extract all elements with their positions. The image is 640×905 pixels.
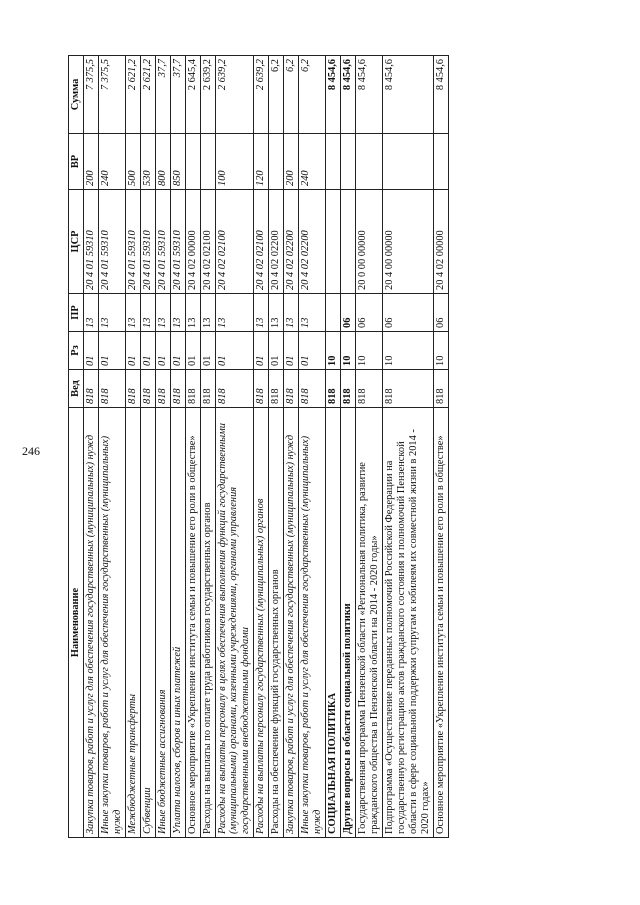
table-row <box>382 56 433 838</box>
cell-rz: 01 <box>215 332 254 370</box>
header-name: Наименование <box>69 408 84 838</box>
cell-name: Другие вопросы в области социальной политики <box>341 408 356 838</box>
cell-name: Основное мероприятие «Укрепление института семьи и повышение его роли в обществе» <box>433 408 448 838</box>
cell-name: Расходы на выплаты персоналу в целях обеспечения выполнения функций государственными (муниципальными) органами, казенными учреждениями, органами управления государственными внебюджетными фондами <box>215 408 254 838</box>
cell-pr: 13 <box>215 294 254 332</box>
cell-vr: 120 <box>254 134 269 190</box>
cell-csr: 20 4 02 02100 <box>215 190 254 294</box>
cell-vr <box>382 134 433 190</box>
table-header-row <box>69 56 84 838</box>
cell-csr: 20 4 01 59310 <box>170 190 185 294</box>
cell-ved: 818 <box>98 370 125 408</box>
table-row <box>341 56 356 838</box>
header-pr: ПР <box>69 294 84 332</box>
cell-ved: 818 <box>341 370 356 408</box>
cell-name: Государственная программа Пензенской области «Региональная политика, развитие гражданского общества в Пензенской области на 2014 - 2020 годы» <box>356 408 383 838</box>
cell-ved: 818 <box>269 370 284 408</box>
table-row <box>269 56 284 838</box>
cell-name: Расходы на выплаты персоналу государственных (муниципальных) органов <box>254 408 269 838</box>
cell-rz: 01 <box>170 332 185 370</box>
cell-sum: 2 621,2 <box>140 56 155 134</box>
header-sum: Сумма <box>69 56 84 134</box>
cell-name: Иные закупки товаров, работ и услуг для обеспечения государственных (муниципальных) нужд <box>299 408 326 838</box>
cell-name: Субвенции <box>140 408 155 838</box>
cell-pr: 13 <box>254 294 269 332</box>
cell-ved: 818 <box>125 370 140 408</box>
cell-vr <box>200 134 215 190</box>
cell-pr: 13 <box>98 294 125 332</box>
cell-vr: 530 <box>140 134 155 190</box>
header-csr: ЦСР <box>69 190 84 294</box>
cell-csr <box>341 190 356 294</box>
cell-sum: 6,2 <box>269 56 284 134</box>
table-row <box>356 56 383 838</box>
cell-sum: 7 375,5 <box>83 56 98 134</box>
cell-rz: 01 <box>269 332 284 370</box>
cell-ved: 818 <box>254 370 269 408</box>
cell-sum: 2 639,2 <box>254 56 269 134</box>
table-row <box>125 56 140 838</box>
cell-csr <box>326 190 341 294</box>
cell-csr: 20 4 01 59310 <box>98 190 125 294</box>
cell-name: Основное мероприятие «Укрепление института семьи и повышение его роли в обществе» <box>185 408 200 838</box>
table-row <box>284 56 299 838</box>
table-row <box>155 56 170 838</box>
cell-csr: 20 4 02 02200 <box>284 190 299 294</box>
cell-sum: 8 454,6 <box>326 56 341 134</box>
cell-name: Закупка товаров, работ и услуг для обеспечения государственных (муниципальных) нужд <box>83 408 98 838</box>
cell-sum: 37,7 <box>155 56 170 134</box>
cell-ved: 818 <box>83 370 98 408</box>
budget-table <box>68 55 449 838</box>
cell-pr: 13 <box>125 294 140 332</box>
cell-csr: 20 4 02 02200 <box>269 190 284 294</box>
cell-pr: 13 <box>200 294 215 332</box>
cell-name: СОЦИАЛЬНАЯ ПОЛИТИКА <box>326 408 341 838</box>
cell-pr: 13 <box>155 294 170 332</box>
cell-name: Иные бюджетные ассигнования <box>155 408 170 838</box>
cell-rz: 01 <box>200 332 215 370</box>
cell-vr <box>433 134 448 190</box>
cell-csr: 20 4 02 02100 <box>254 190 269 294</box>
table-row <box>326 56 341 838</box>
cell-ved: 818 <box>140 370 155 408</box>
cell-csr: 20 4 02 02200 <box>299 190 326 294</box>
cell-pr: 06 <box>341 294 356 332</box>
cell-rz: 01 <box>185 332 200 370</box>
cell-name: Расходы на выплаты по оплате труда работников государственных органов <box>200 408 215 838</box>
cell-vr: 850 <box>170 134 185 190</box>
cell-vr <box>185 134 200 190</box>
cell-csr: 20 4 01 59310 <box>125 190 140 294</box>
cell-rz: 01 <box>140 332 155 370</box>
table-row <box>170 56 185 838</box>
cell-vr: 800 <box>155 134 170 190</box>
page-number: 246 <box>22 444 40 458</box>
cell-sum: 37,7 <box>170 56 185 134</box>
cell-vr: 200 <box>83 134 98 190</box>
cell-vr <box>326 134 341 190</box>
cell-pr: 06 <box>433 294 448 332</box>
cell-csr: 20 4 02 00000 <box>185 190 200 294</box>
cell-pr: 13 <box>140 294 155 332</box>
cell-ved: 818 <box>299 370 326 408</box>
cell-rz: 01 <box>254 332 269 370</box>
cell-rz: 01 <box>98 332 125 370</box>
cell-sum: 2 639,2 <box>200 56 215 134</box>
cell-rz: 01 <box>299 332 326 370</box>
cell-csr: 20 4 01 59310 <box>155 190 170 294</box>
table-row <box>200 56 215 838</box>
cell-name: Подпрограмма «Осуществление переданных полномочий Российской Федерации на государственную регистрацию актов гражданского состояния и полномочий Пензенской области в сфере социальной поддержки супругам к юбилеям их совместной жизни в 2014 - 2020 годах» <box>382 408 433 838</box>
cell-pr: 13 <box>170 294 185 332</box>
table-body <box>83 56 448 838</box>
header-ved: Вед <box>69 370 84 408</box>
header-rz: Рз <box>69 332 84 370</box>
table-row <box>140 56 155 838</box>
cell-ved: 818 <box>200 370 215 408</box>
cell-pr: 13 <box>299 294 326 332</box>
cell-vr <box>341 134 356 190</box>
cell-pr: 06 <box>356 294 383 332</box>
table-row <box>185 56 200 838</box>
cell-ved: 818 <box>170 370 185 408</box>
cell-rz: 10 <box>341 332 356 370</box>
table-row <box>215 56 254 838</box>
cell-ved: 818 <box>215 370 254 408</box>
cell-csr: 20 0 00 00000 <box>356 190 383 294</box>
cell-sum: 6,2 <box>284 56 299 134</box>
cell-csr: 20 4 01 59310 <box>83 190 98 294</box>
cell-name: Межбюджетные трансферты <box>125 408 140 838</box>
cell-pr: 06 <box>382 294 433 332</box>
cell-vr: 500 <box>125 134 140 190</box>
rotated-table-container <box>68 56 624 838</box>
cell-pr: 13 <box>269 294 284 332</box>
cell-sum: 6,2 <box>299 56 326 134</box>
cell-rz: 10 <box>433 332 448 370</box>
cell-sum: 8 454,6 <box>356 56 383 134</box>
cell-csr: 20 4 02 02100 <box>200 190 215 294</box>
cell-sum: 7 375,5 <box>98 56 125 134</box>
cell-pr: 13 <box>284 294 299 332</box>
header-vr: ВР <box>69 134 84 190</box>
cell-pr: 13 <box>83 294 98 332</box>
cell-vr: 240 <box>98 134 125 190</box>
cell-vr: 240 <box>299 134 326 190</box>
cell-ved: 818 <box>356 370 383 408</box>
cell-ved: 818 <box>284 370 299 408</box>
cell-rz: 10 <box>356 332 383 370</box>
cell-name: Уплата налогов, сборов и иных платежей <box>170 408 185 838</box>
cell-sum: 8 454,6 <box>433 56 448 134</box>
table-row <box>254 56 269 838</box>
cell-rz: 10 <box>382 332 433 370</box>
cell-sum: 8 454,6 <box>341 56 356 134</box>
cell-ved: 818 <box>155 370 170 408</box>
cell-csr: 20 4 02 00000 <box>433 190 448 294</box>
cell-vr: 100 <box>215 134 254 190</box>
cell-csr: 20 4 01 59310 <box>140 190 155 294</box>
table-row <box>433 56 448 838</box>
cell-pr <box>326 294 341 332</box>
cell-sum: 8 454,6 <box>382 56 433 134</box>
table-row <box>98 56 125 838</box>
cell-name: Расходы на обеспечение функций государственных органов <box>269 408 284 838</box>
cell-csr: 20 4 00 00000 <box>382 190 433 294</box>
cell-vr <box>356 134 383 190</box>
cell-name: Закупка товаров, работ и услуг для обеспечения государственных (муниципальных) нужд <box>284 408 299 838</box>
cell-rz: 01 <box>284 332 299 370</box>
cell-rz: 01 <box>125 332 140 370</box>
cell-vr <box>269 134 284 190</box>
cell-sum: 2 621,2 <box>125 56 140 134</box>
cell-rz: 01 <box>83 332 98 370</box>
cell-sum: 2 639,2 <box>215 56 254 134</box>
cell-ved: 818 <box>382 370 433 408</box>
cell-sum: 2 645,4 <box>185 56 200 134</box>
cell-ved: 818 <box>185 370 200 408</box>
table-row <box>299 56 326 838</box>
table-row <box>83 56 98 838</box>
cell-rz: 10 <box>326 332 341 370</box>
cell-rz: 01 <box>155 332 170 370</box>
cell-ved: 818 <box>326 370 341 408</box>
cell-vr: 200 <box>284 134 299 190</box>
cell-pr: 13 <box>185 294 200 332</box>
cell-name: Иные закупки товаров, работ и услуг для обеспечения государственных (муниципальных) нужд <box>98 408 125 838</box>
cell-ved: 818 <box>433 370 448 408</box>
